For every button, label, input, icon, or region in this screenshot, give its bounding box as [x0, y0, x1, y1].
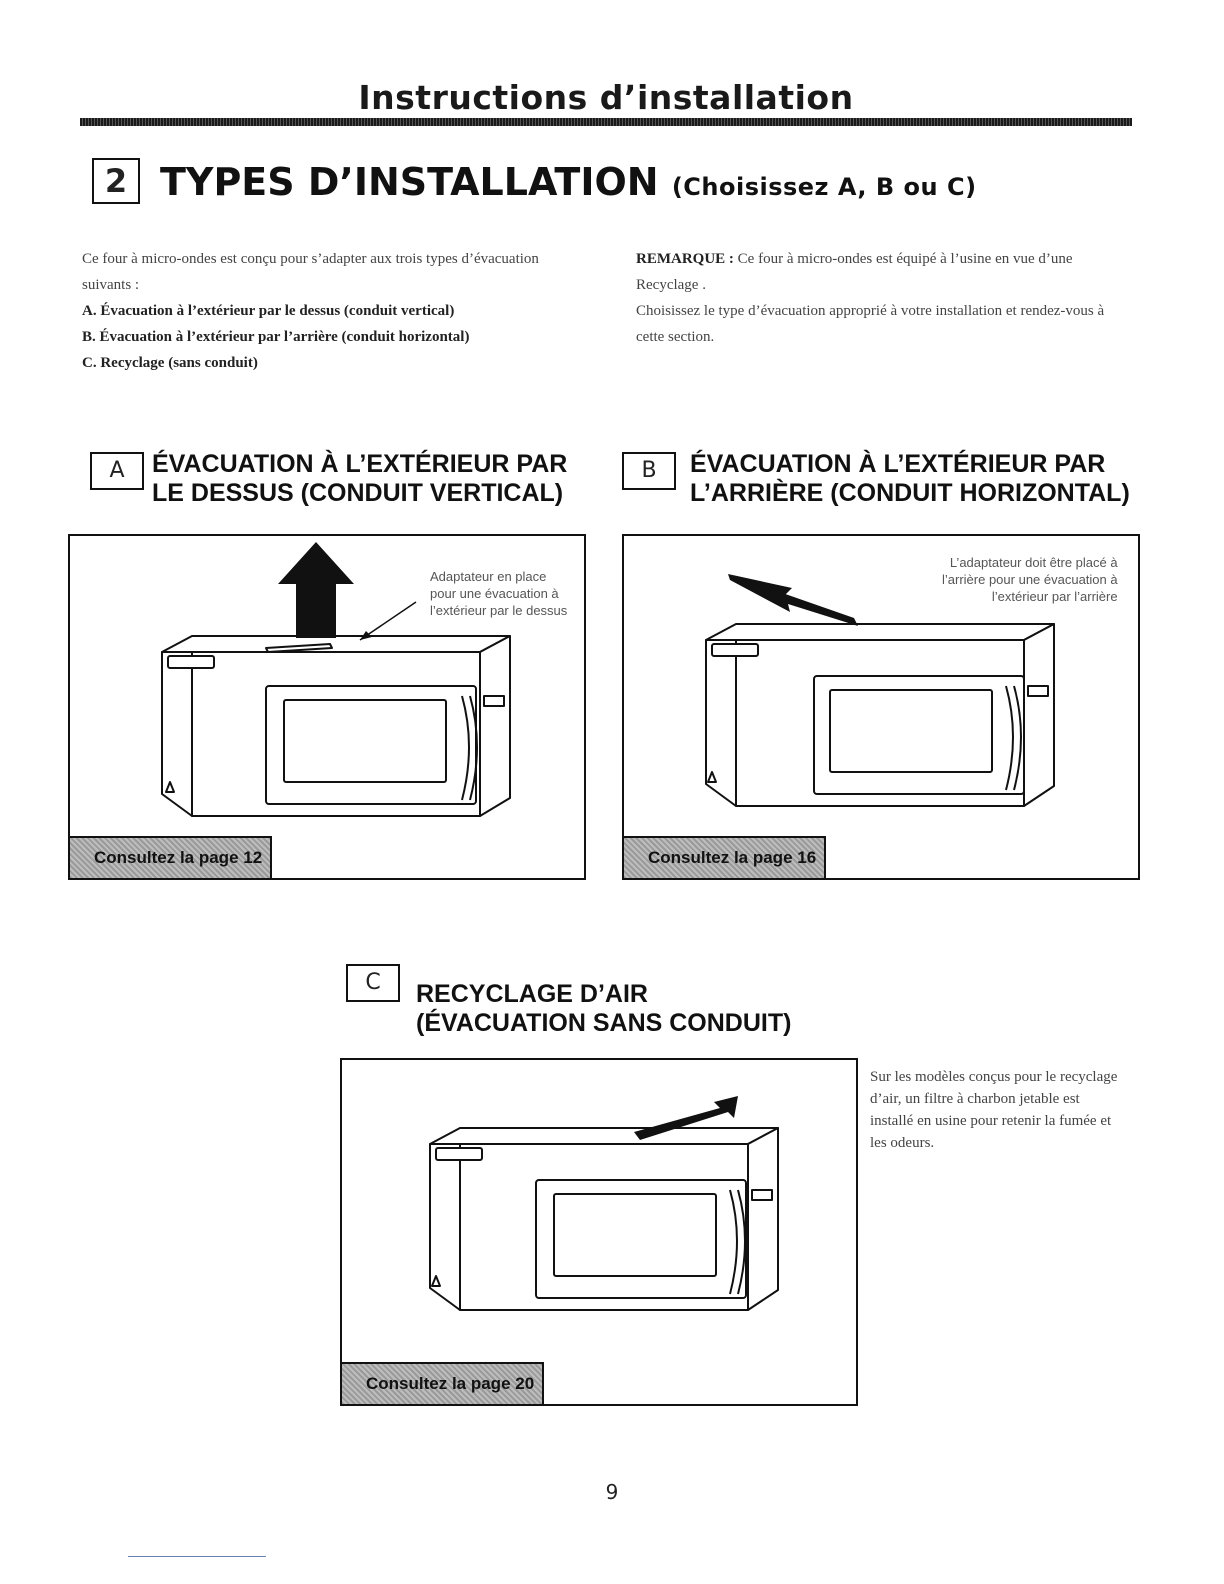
section-a-note-line2: pour une évacuation à	[430, 586, 559, 601]
section-a-note-line1: Adaptateur en place	[430, 569, 547, 584]
section-b-note	[942, 554, 1118, 605]
section-a-consult-label: Consultez la page 12	[70, 836, 272, 878]
intro-option-b: B. Évacuation à l’extérieur par l’arrière (conduit horizontal)	[82, 329, 470, 345]
step-subtitle: (Choisissez A, B ou C)	[671, 173, 977, 201]
step-number-box: 2	[92, 158, 140, 204]
footer-rule	[128, 1556, 266, 1557]
remark-paragraph	[636, 246, 1136, 298]
section-c-title	[416, 980, 836, 1038]
section-a-title-line1: ÉVACUATION À L’EXTÉRIEUR PAR	[152, 450, 568, 478]
intro-text: Ce four à micro-ondes est conçu pour s’adapter aux trois types d’évacuation suivants :	[82, 251, 539, 293]
step-title-text: TYPES D’INSTALLATION	[160, 160, 659, 204]
section-b-note-line3: l’extérieur par l’arrière	[991, 589, 1118, 604]
microwave-recirculation-illustration	[342, 1060, 856, 1404]
section-b-note-line2: l’arrière pour une évacuation à	[942, 572, 1118, 587]
section-b-consult-label: Consultez la page 16	[624, 836, 826, 878]
step-title	[160, 160, 977, 204]
section-a-note-line3: l’extérieur par le dessus	[430, 603, 568, 618]
section-b-title-line1: ÉVACUATION À L’EXTÉRIEUR PAR	[690, 450, 1106, 478]
section-b-title	[690, 450, 1130, 508]
remark-text: Ce four à micro-ondes est équipé à l’usine en vue d’une Recyclage .	[636, 251, 1073, 293]
section-a-note	[430, 568, 567, 619]
figure-panel-a	[68, 534, 586, 880]
intro-block	[82, 246, 582, 376]
section-c-letter: C	[346, 964, 400, 1002]
remark-block	[636, 246, 1136, 350]
remark-text-2: Choisissez le type d’évacuation approprié à votre installation et rendez-vous à cette section.	[636, 303, 1105, 345]
header-rule	[80, 118, 1132, 126]
intro-option-c: C. Recyclage (sans conduit)	[82, 355, 258, 371]
remark-label: REMARQUE :	[636, 251, 734, 267]
section-c-side-note: Sur les modèles conçus pour le recyclage d’air, un filtre à charbon jetable est installé en usine pour retenir la fumée et les odeurs.	[870, 1069, 1118, 1151]
section-b-letter: B	[622, 452, 676, 490]
page-header: Instructions d’installation	[358, 78, 854, 117]
page-number: 9	[605, 1480, 619, 1504]
section-c-consult-label: Consultez la page 20	[342, 1362, 544, 1404]
section-c-title-line1: RECYCLAGE D’AIR	[416, 980, 648, 1008]
figure-panel-c	[340, 1058, 858, 1406]
section-b-title-line2: L’ARRIÈRE (CONDUIT HORIZONTAL)	[690, 479, 1130, 507]
section-a-title-line2: LE DESSUS (CONDUIT VERTICAL)	[152, 479, 564, 507]
section-a-letter: A	[90, 452, 144, 490]
section-b-note-line1: L’adaptateur doit être placé à	[949, 555, 1118, 570]
intro-option-a: A. Évacuation à l’extérieur par le dessus (conduit vertical)	[82, 303, 455, 319]
figure-panel-b	[622, 534, 1140, 880]
section-c-title-line2: (ÉVACUATION SANS CONDUIT)	[416, 1009, 792, 1037]
section-a-title	[152, 450, 582, 508]
